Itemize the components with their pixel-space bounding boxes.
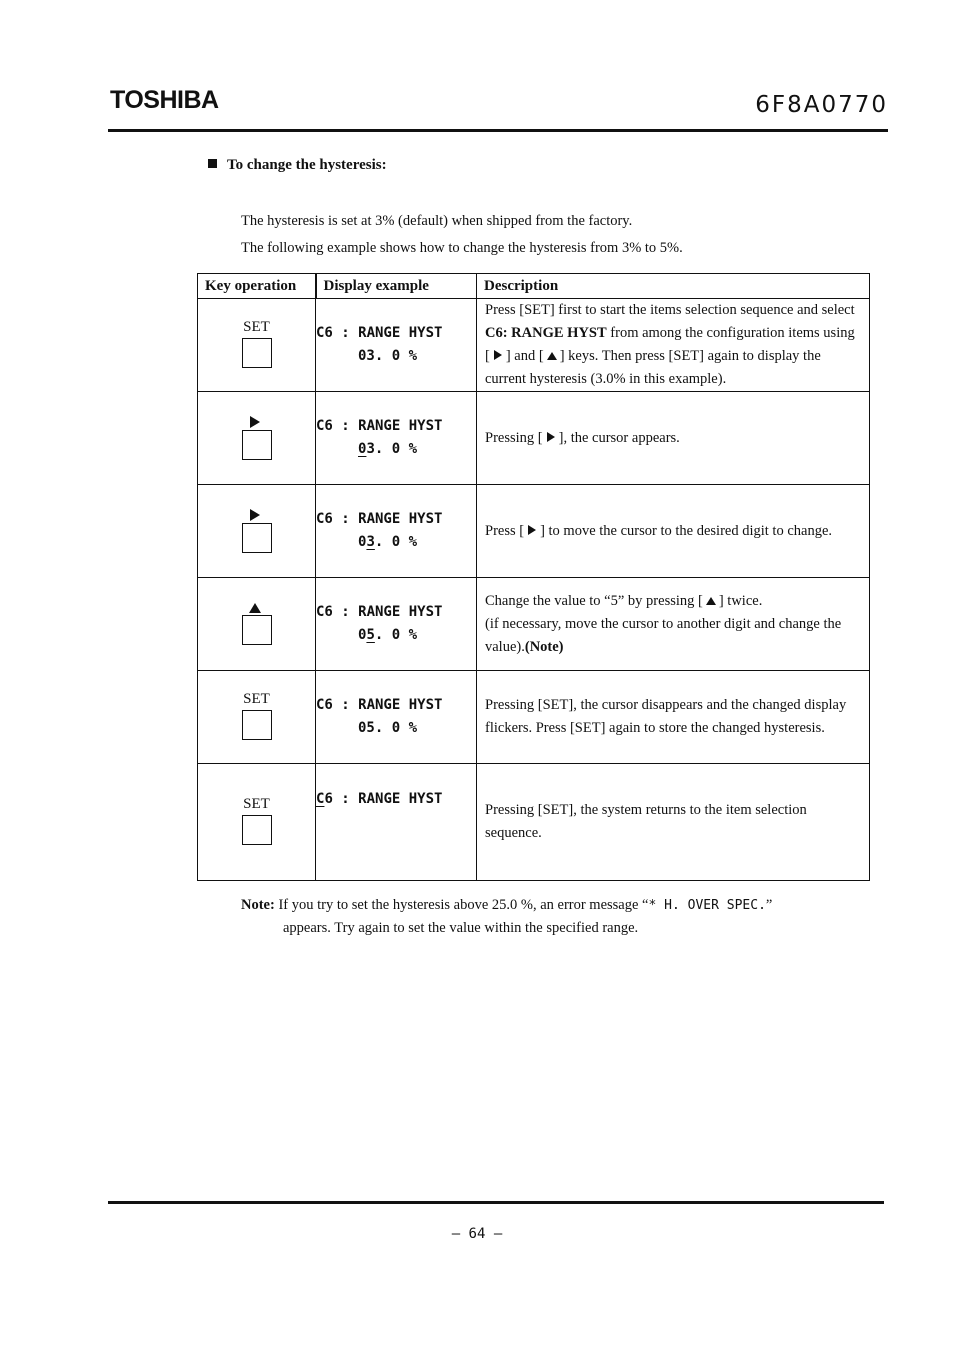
cursor-digit: 5 <box>366 627 375 643</box>
desc-text: ] keys. Then press [SET] again to display the current hysteresis (3.0% in this example). <box>485 348 821 387</box>
right-triangle-icon <box>250 416 260 428</box>
cursor-digit: 3 <box>366 534 375 550</box>
table-header-row <box>198 274 870 299</box>
footer-rule <box>108 1201 884 1204</box>
display-line-1: C6 : RANGE HYST <box>316 697 443 713</box>
display-line-2 <box>316 531 476 554</box>
right-key-icon <box>242 430 272 460</box>
intro-line-1: The hysteresis is set at 3% (default) when shipped from the factory. <box>241 213 633 229</box>
key-label: SET <box>243 691 270 707</box>
desc-text: Press [ <box>485 522 525 539</box>
display-line-2: 05. 0 % <box>358 720 418 736</box>
right-arrow-icon <box>547 432 555 442</box>
display-line-1: C6 : RANGE HYST <box>316 604 443 620</box>
display-rest: 6 : RANGE HYST <box>324 791 443 807</box>
table-row <box>198 392 870 485</box>
right-key-icon <box>242 523 272 553</box>
description-cell: Pressing [SET], the system returns to the item selection sequence. <box>477 764 870 881</box>
desc-line <box>485 590 861 613</box>
display-line-1: C6 : RANGE HYST <box>316 511 443 527</box>
table-row <box>198 485 870 578</box>
table-row <box>198 299 870 392</box>
header-key-operation: Key operation <box>198 274 316 299</box>
key-label: SET <box>243 796 270 812</box>
set-key-icon <box>242 338 272 368</box>
set-key-icon <box>242 815 272 845</box>
right-arrow-icon <box>528 525 536 535</box>
document-number: 6F8A0770 <box>755 92 888 118</box>
display-example-cell <box>316 764 477 881</box>
note-text: ” <box>765 897 773 913</box>
header-rule <box>108 129 888 132</box>
desc-text: Pressing [ <box>485 429 543 446</box>
display-rest: . 0 % <box>374 627 418 643</box>
brand-logo: TOSHIBA <box>110 86 219 114</box>
table-row <box>198 764 870 881</box>
header-display-example: Display example <box>316 274 477 299</box>
display-line-1: C6 : RANGE HYST <box>316 418 443 434</box>
cursor-digit: 0 <box>358 441 367 457</box>
desc-text: ] to move the cursor to the desired digit to change. <box>540 522 833 539</box>
desc-text: ], the cursor appears. <box>558 429 680 446</box>
description-cell <box>477 485 870 578</box>
description-cell <box>477 578 870 671</box>
display-example-cell <box>316 299 477 392</box>
display-line-2: 03. 0 % <box>358 348 418 364</box>
error-message-code: * H. OVER SPEC. <box>648 898 766 913</box>
key-operation-cell <box>198 299 316 392</box>
display-example-cell <box>316 392 477 485</box>
right-arrow-icon <box>494 350 502 360</box>
description-cell <box>477 299 870 392</box>
key-operation-cell <box>198 578 316 671</box>
hysteresis-steps-table <box>197 273 870 881</box>
set-key-icon <box>242 710 272 740</box>
up-key-icon <box>242 615 272 645</box>
key-operation-cell <box>198 485 316 578</box>
note-label: Note: <box>241 897 275 913</box>
section-heading-text: To change the hysteresis: <box>227 157 387 173</box>
key-label: SET <box>243 319 270 335</box>
page-number: — 64 — <box>451 1226 503 1242</box>
note-text: If you try to set the hysteresis above 25.0 %, an error message “ <box>274 897 649 913</box>
display-example-cell <box>316 671 477 764</box>
cursor-digit: C <box>316 791 325 807</box>
key-operation-cell <box>198 764 316 881</box>
display-line-2 <box>316 624 476 647</box>
key-operation-cell <box>198 671 316 764</box>
description-cell <box>477 392 870 485</box>
display-line-1 <box>316 788 476 811</box>
display-line-1: C6 : RANGE HYST <box>316 325 443 341</box>
desc-text: ] and [ <box>505 348 544 364</box>
header-description: Description <box>477 274 870 299</box>
note-reference: (Note) <box>524 638 564 655</box>
desc-emphasis: C6: RANGE HYST <box>485 325 607 341</box>
note-block <box>241 894 861 939</box>
display-example-cell <box>316 485 477 578</box>
display-rest: 0 <box>358 534 367 550</box>
display-rest: 3. 0 % <box>366 441 418 457</box>
table-row <box>198 671 870 764</box>
table-row <box>198 578 870 671</box>
up-triangle-icon <box>249 603 261 613</box>
section-heading <box>208 157 387 174</box>
display-line-2 <box>316 438 476 461</box>
desc-text: from among the configuration items using [ <box>485 325 855 364</box>
square-bullet-icon <box>208 159 217 168</box>
up-arrow-icon <box>547 352 557 360</box>
description-cell: Pressing [SET], the cursor disappears and the changed display flickers. Press [SET] again to store the changed hysteresis. <box>477 671 870 764</box>
note-line-2: appears. Try again to set the value within the specified range. <box>283 920 639 936</box>
display-rest: 0 <box>358 627 367 643</box>
desc-text: ] twice. <box>718 592 763 609</box>
key-operation-cell <box>198 392 316 485</box>
up-arrow-icon <box>706 597 716 605</box>
desc-text: Press [SET] first to start the items selection sequence and select <box>485 302 855 318</box>
desc-text: (if necessary, move the cursor to another digit and change the value). <box>485 615 842 655</box>
intro-line-2: The following example shows how to change the hysteresis from 3% to 5%. <box>241 240 683 256</box>
display-example-cell <box>316 578 477 671</box>
desc-text: Change the value to “5” by pressing [ <box>485 592 703 609</box>
right-triangle-icon <box>250 509 260 521</box>
display-rest: . 0 % <box>374 534 418 550</box>
